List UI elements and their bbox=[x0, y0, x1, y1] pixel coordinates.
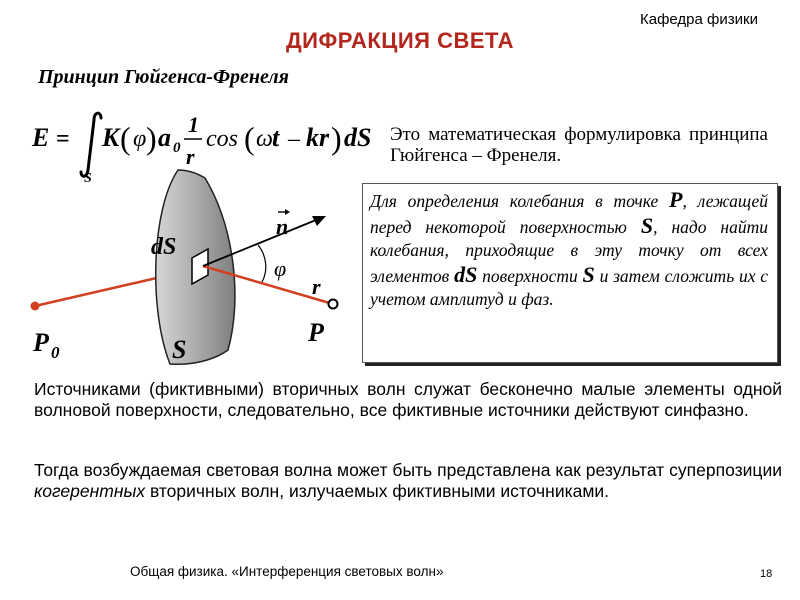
svg-text:0: 0 bbox=[173, 140, 181, 156]
label-dS: dS bbox=[151, 234, 177, 260]
label-n: n bbox=[276, 214, 289, 239]
svg-text:): ) bbox=[146, 120, 157, 156]
svg-text:K: K bbox=[102, 123, 120, 152]
point-p bbox=[329, 300, 338, 309]
page-title: ДИФРАКЦИЯ СВЕТА bbox=[285, 28, 514, 53]
svg-text:dS: dS bbox=[344, 123, 372, 152]
page-number: 18 bbox=[760, 568, 773, 580]
svg-text:1: 1 bbox=[188, 112, 199, 137]
department-label: Кафедра физики bbox=[640, 11, 758, 28]
svg-text:a: a bbox=[158, 123, 171, 152]
svg-text:φ: φ bbox=[133, 126, 147, 152]
label-r: r bbox=[312, 274, 321, 299]
svg-text:r: r bbox=[186, 144, 195, 169]
label-P0-subscript: 0 bbox=[51, 343, 60, 362]
svg-text:(: ( bbox=[120, 120, 131, 156]
symbol-s: S bbox=[640, 212, 654, 238]
section-subtitle: Принцип Гюйгенса-Френеля bbox=[38, 66, 289, 88]
formula-description: Это математическая формулировка принципа Гюйгенса – Френеля. bbox=[390, 124, 768, 166]
svg-text:=: = bbox=[56, 126, 70, 152]
svg-text:S: S bbox=[84, 171, 92, 184]
label-P: P bbox=[308, 318, 324, 347]
svg-text:E: E bbox=[32, 123, 50, 152]
definition-part2: , лежащей перед некоторой поверхностью bbox=[370, 191, 768, 237]
definition-part3: , надо найти колебания, приходящие в эту точку от всех элементов bbox=[370, 216, 769, 286]
symbol-p: P bbox=[669, 187, 683, 212]
huygens-diagram bbox=[20, 168, 365, 368]
symbol-s2: S bbox=[582, 261, 595, 287]
symbol-ds: dS bbox=[454, 261, 478, 287]
definition-part4: поверхности bbox=[477, 265, 583, 286]
angle-phi-arc bbox=[258, 245, 266, 282]
paragraph2-emphasis: когерентных bbox=[34, 481, 146, 501]
label-P0: P bbox=[33, 328, 49, 357]
definition-part5: и затем сложить их с учетом амплитуд и фаз. bbox=[370, 265, 769, 309]
paragraph-sources: Источниками (фиктивными) вторичных волн служат бесконечно малые элементы одной волновой поверхности, следовательно, все фиктивные источники действуют синфазно. bbox=[34, 379, 782, 420]
definition-text bbox=[370, 188, 768, 312]
label-phi: φ bbox=[274, 256, 287, 281]
paragraph-superposition bbox=[34, 460, 782, 502]
label-S: S bbox=[172, 335, 187, 364]
point-p0 bbox=[31, 302, 40, 311]
svg-text:): ) bbox=[331, 120, 342, 156]
svg-text:(: ( bbox=[244, 120, 255, 156]
definition-part1: Для определения колебания в точке bbox=[370, 191, 670, 211]
svg-text:cos: cos bbox=[206, 126, 238, 152]
svg-text:ω: ω bbox=[256, 126, 273, 152]
footer-course: Общая физика. «Интерференция световых волн» bbox=[130, 564, 444, 579]
svg-text:–: – bbox=[288, 126, 300, 152]
definition-box bbox=[362, 183, 778, 363]
paragraph2-post: вторичных волн, излучаемых фиктивными источниками. bbox=[145, 481, 610, 501]
svg-text:kr: kr bbox=[306, 123, 330, 152]
paragraph2-pre: Тогда возбуждаемая световая волна может быть представлена как результат суперпозиции bbox=[34, 460, 782, 480]
svg-text:t: t bbox=[272, 123, 280, 152]
